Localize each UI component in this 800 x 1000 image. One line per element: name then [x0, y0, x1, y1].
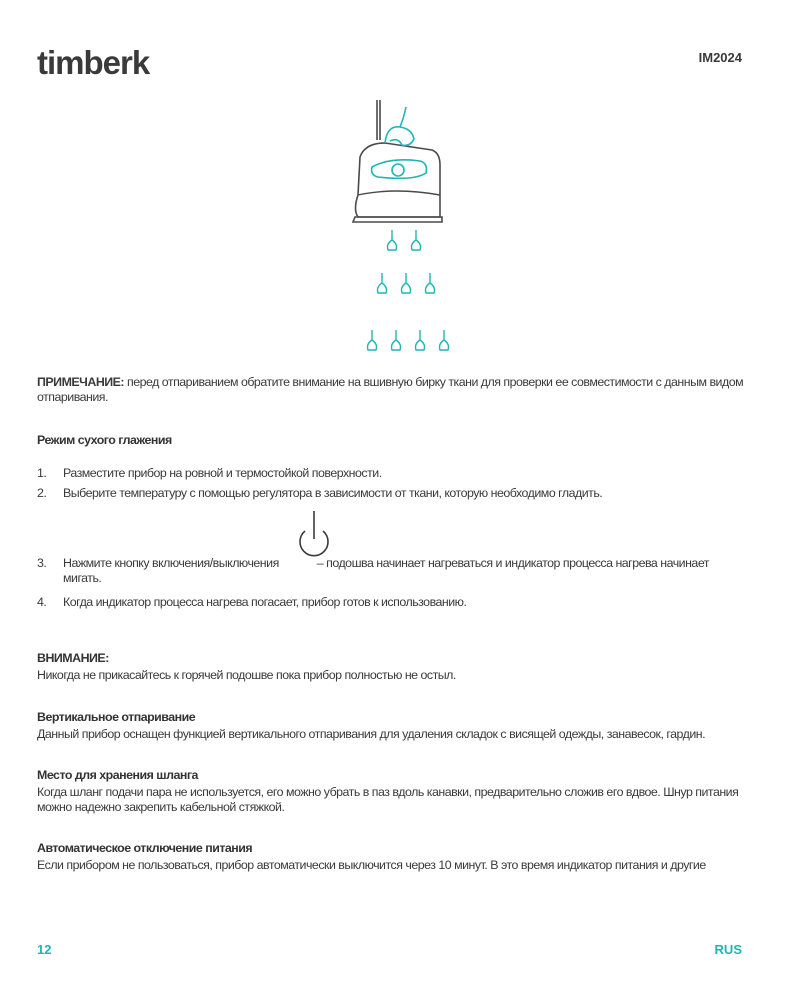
steam-icon — [426, 273, 435, 293]
note-label: ПРИМЕЧАНИЕ: — [37, 375, 125, 389]
page-number: 12 — [37, 942, 52, 957]
list-text — [63, 556, 747, 586]
warning-text: Никогда не прикасайтесь к горячей подошве пока прибор полностью не остыл. — [37, 668, 456, 682]
steam-icon — [378, 273, 387, 293]
steam-icon — [416, 330, 425, 350]
steam-icon — [440, 330, 449, 350]
brand-logo: timberk — [37, 44, 150, 81]
list-text: Разместите прибор на ровной и термостойкой поверхности. — [63, 466, 382, 480]
warning-heading: ВНИМАНИЕ: — [37, 651, 109, 665]
list-text: Выберите температуру с помощью регулятора в зависимости от ткани, которую необходимо гладить. — [63, 486, 603, 500]
dry-ironing-heading: Режим сухого глажения — [37, 433, 172, 447]
steam-icon — [392, 330, 401, 350]
iron-illustration — [340, 95, 470, 360]
steam-icon — [388, 230, 397, 250]
list-text-after: – подошва начинает нагреваться и индикатор процесса нагрева начинает мигать. — [63, 556, 709, 585]
vertical-heading: Вертикальное отпаривание — [37, 710, 196, 724]
steam-icon — [412, 230, 421, 250]
list-number: 2. — [37, 486, 47, 500]
auto-off-heading: Автоматическое отключение питания — [37, 841, 253, 855]
auto-off-text: Если прибором не пользоваться, прибор автоматически выключится через 10 минут. В это время индикатор питания и другие — [37, 858, 706, 872]
language-label: RUS — [714, 942, 742, 957]
list-number: 4. — [37, 595, 47, 609]
steam-icon — [368, 330, 377, 350]
list-number: 3. — [37, 556, 47, 570]
hose-text: Когда шланг подачи пара не используется, его можно убрать в паз вдоль канавки, предварительно сложив его вдвое. Шнур питания можно надежно закрепить кабельной стяжкой. — [37, 785, 739, 814]
note-text: перед отпариванием обратите внимание на вшивную бирку ткани для проверки ее совместимости с данным видом отпаривания. — [37, 375, 744, 404]
note-paragraph — [37, 375, 747, 405]
vertical-text: Данный прибор оснащен функцией вертикального отпаривания для удаления складок с висящей одежды, занавесок, гардин. — [37, 727, 706, 741]
list-text-before: Нажмите кнопку включения/выключения — [63, 556, 279, 570]
list-text: Когда индикатор процесса нагрева погасает, прибор готов к использованию. — [63, 595, 467, 609]
hose-heading: Место для хранения шланга — [37, 768, 198, 782]
list-number: 1. — [37, 466, 47, 480]
model-number: IM2024 — [698, 50, 742, 65]
steam-icon — [402, 273, 411, 293]
